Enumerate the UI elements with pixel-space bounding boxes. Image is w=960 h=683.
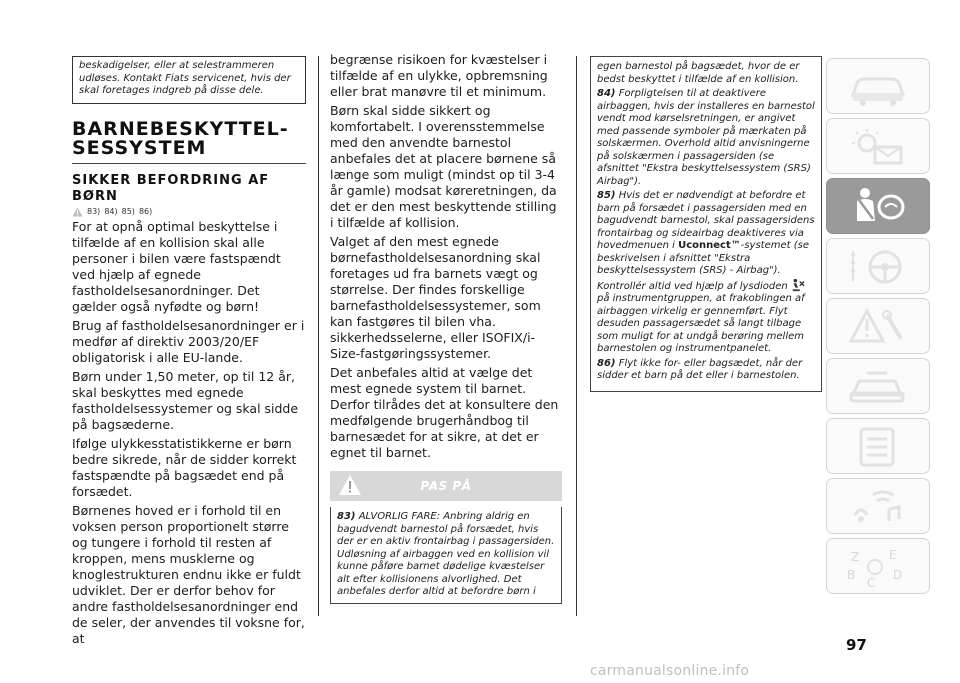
paragraph: Ifølge ulykkesstatistikkerne er børn bedre sikrede, når de sidder korrekt fastspændte på bagsædet end på forsædet. (72, 435, 297, 499)
ref-84[interactable]: 84) (104, 207, 118, 216)
paragraph: Børn skal sidde sikkert og komfortabelt. I overensstemmelse med den anvendte barnestol anbefales det at placere børnene så længe som muligt (mindst op til 3-4 år gamle) modsat køreretningen, da det er den mest beskyttende stilling i tilfælde af kollision. (330, 103, 557, 230)
note-text: -systemet (se beskrivelsen i afsnittet "Ekstra beskyttelsessystem (SRS) - Airbag"). Kontrollér altid ved hjælp af lysdioden (597, 240, 810, 292)
steering-wheel-icon (845, 245, 913, 289)
lights-envelope-icon (845, 125, 913, 169)
ref-86[interactable]: 86) (138, 207, 153, 216)
ref-85[interactable]: 85) (121, 207, 135, 216)
alphabet-index-icon (845, 545, 913, 589)
paragraph: For at opnå optimal beskyttelse i tilfælde af en kollision skal alle personer i bilen være fastspændt ved hjælp af egnede fastholdelsesanordninger. Det gælder også nyfødte og børn! (72, 218, 281, 314)
watermark: carmanualsonline.info (590, 663, 750, 679)
checklist-icon (845, 425, 913, 469)
tab-maintenance[interactable] (826, 358, 930, 414)
notes-box (590, 56, 822, 392)
note-number: 86) (597, 357, 616, 369)
section-title: BARNEBESKYTTEL-SESSYSTEM (72, 120, 306, 164)
tab-technical-data[interactable] (826, 418, 930, 474)
note-84 (597, 88, 815, 188)
index-letter-d: D (893, 568, 903, 582)
note-number: 84) (597, 88, 616, 99)
note-number: 85) (597, 190, 616, 201)
column-divider (576, 56, 577, 616)
tab-driving[interactable] (826, 238, 930, 294)
tab-safety[interactable] (826, 178, 930, 234)
warning-header-label: PAS PÅ (420, 479, 472, 493)
notes-intro: egen barnestol på bagsædet, hvor de er bedst beskyttet i tilfælde af en kollision. (597, 61, 800, 85)
page-number: 97 (846, 636, 867, 654)
paragraph: Brug af fastholdelsesanordninger er i medfør af direktiv 2003/20/EF obligatorisk i alle EU-lande. (72, 317, 305, 365)
car-dashboard-icon (845, 65, 913, 109)
paragraph: Valget af den mest egnede børnefastholdelsesanordning skal foretages ud fra barnets vægt og størrelse. Der findes forskellige barnefastholdelsessystemer, som kan fastgøres til bilen vha. sikkerhedsselerne, eller ISOFIX/i-Size-fastgøringssystemer. (330, 234, 541, 361)
paragraph: begrænse risikoen for kvæstelser i tilfælde af en ulykke, opbremsning eller brat manøvre til et minimum. (330, 52, 548, 99)
multimedia-icon (845, 485, 913, 529)
column-3 (590, 56, 822, 392)
airbag-off-led-icon (791, 278, 805, 292)
index-letter-e: E (889, 548, 897, 562)
tab-dashboard[interactable] (826, 58, 930, 114)
sub-title: SIKKER BEFORDRING AF BØRN (72, 172, 270, 204)
paragraph: Børnenes hoved er i forhold til en voksen person proportionelt større og tungere i forhold til resten af kroppen, mens musklerne og knoglestrukturen endnu ikke er fuldt udviklet. Der er derfor behov for andre fastholdelsesanordninger end de seler, der anvendes til voksne for, at (72, 502, 305, 646)
index-letter-c: C (867, 576, 876, 589)
intro-note-text: beskadigelser, eller at selestrammeren udløses. Kontakt Fiats servicenet, hvis der skal foretages indgreb på disse dele. (79, 60, 291, 96)
paragraph: Det anbefales altid at vælge det mest egnede system til barnet. Derfor tilrådes det at konsultere den medfølgende brugerhåndbog til barnesædet for at sikre, at det er egnet til barnet. (330, 365, 559, 460)
tab-index[interactable] (826, 538, 930, 594)
warning-text: ALVORLIG FARE: Anbring aldrig en bagudvendt barnestol på forsædet, hvis der er en aktiv frontairbag i passagersiden. Udløsning af airbaggen ved en kollision vil kunne påføre barnet dødelige kvæstelser alt efter kollisionens alvorlighed. Det anbefales derfor altid at befordre børn i (337, 511, 555, 597)
warning-box (330, 507, 562, 604)
tab-lights[interactable] (826, 118, 930, 174)
note-86 (597, 358, 815, 383)
note-85 (597, 190, 815, 356)
column-1 (72, 56, 306, 650)
warning-triangle-icon (845, 305, 913, 349)
note-text: Hvis det er nødvendigt at befordre et barn på forsædet i passagersiden med en bagudvendt barnestol, skal passagersidens frontairbag og sideairbag deaktiveres via hovedmenuen i (597, 190, 815, 251)
warning-references (72, 207, 306, 217)
wrench-car-icon (845, 365, 913, 409)
paragraph: Børn under 1,50 meter, op til 12 år, skal beskyttes med egnede fastholdelsessystemer og skal sidde på bagsæderne. (72, 368, 299, 432)
tab-emergency[interactable] (826, 298, 930, 354)
uconnect-brand: Uconnect™ (678, 240, 741, 251)
warning-header (330, 471, 562, 501)
chapter-tabs (826, 58, 934, 598)
intro-note-box (72, 56, 306, 104)
note-text: Flyt ikke for- eller bagsædet, når der sidder et barn på det eller i barnestolen. (597, 357, 803, 381)
ref-83[interactable]: 83) (87, 207, 101, 216)
index-letter-z: Z (851, 550, 860, 564)
column-divider (318, 56, 319, 616)
index-letter-b: B (847, 568, 856, 582)
column-2 (330, 52, 562, 604)
warning-number: 83) (337, 511, 356, 522)
note-text: på instrumentgruppen, at frakoblingen af airbaggen virkelig er gennemført. Flyt desuden passagersædet så langt tilbage som muligt for at undgå berøring mellem barnestolen og instrumentpanelet. (597, 293, 805, 354)
tab-multimedia[interactable] (826, 478, 930, 534)
seatbelt-airbag-icon (845, 185, 913, 229)
warning-small-icon (72, 207, 83, 217)
note-text: Forpligtelsen til at deaktivere airbaggen, hvis der installeres en barnestol vendt mod kørselsretningen, er angivet med passende symboler på mærkaten på solskærmen. Overhold altid anvisningerne på solskærmen i passagersiden (se afsnittet "Ekstra beskyttelsessystem (SRS) Airbag"). (597, 88, 815, 187)
